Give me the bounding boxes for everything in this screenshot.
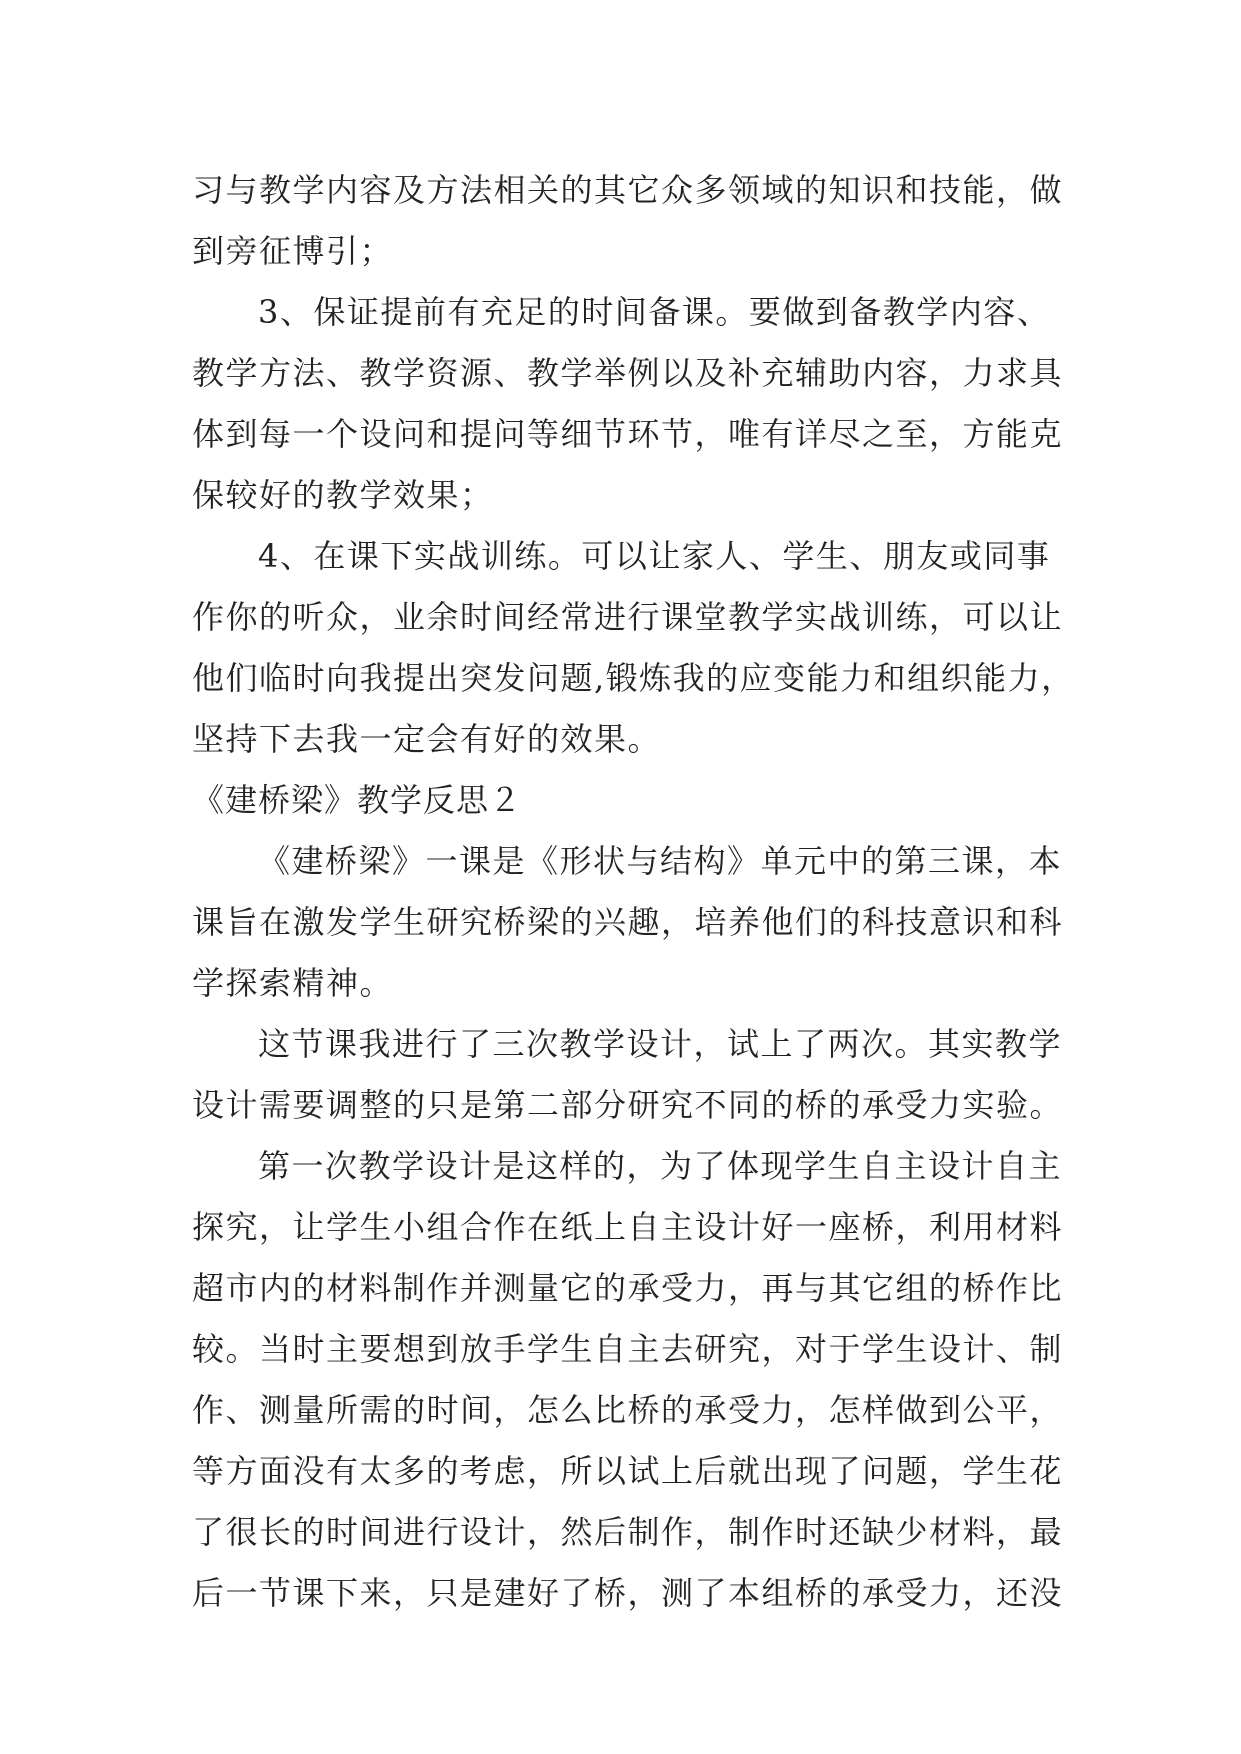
text-line: 等方面没有太多的考虑，所以试上后就出现了问题，学生花 <box>192 1452 1064 1490</box>
text-line: 坚持下去我一定会有好的效果。 <box>192 720 662 758</box>
text-line: 作你的听众，业余时间经常进行课堂教学实战训练，可以让 <box>192 598 1064 636</box>
text-line: 保较好的教学效果； <box>192 476 494 514</box>
text-line: 学探索精神。 <box>192 964 394 1002</box>
document-body <box>192 160 1075 1624</box>
text-line: 到旁征博引； <box>192 232 394 270</box>
text-line: 这节课我进行了三次教学设计，试上了两次。其实教学 <box>258 1025 1063 1063</box>
text-line: 《建桥梁》一课是《形状与结构》单元中的第三课，本 <box>258 842 1063 880</box>
text-line: 他们临时向我提出突发问题,锻炼我的应变能力和组织能力， <box>192 659 1075 697</box>
text-line: 较。当时主要想到放手学生自主去研究，对于学生设计、制 <box>192 1330 1064 1368</box>
text-line: 设计需要调整的只是第二部分研究不同的桥的承受力实验。 <box>192 1086 1064 1124</box>
text-line: 课旨在激发学生研究桥梁的兴趣，培养他们的科技意识和科 <box>192 903 1064 941</box>
text-line: 后一节课下来，只是建好了桥，测了本组桥的承受力，还没 <box>192 1574 1064 1612</box>
text-line: 作、测量所需的时间，怎么比桥的承受力，怎样做到公平， <box>192 1391 1064 1429</box>
text-line: 3、保证提前有充足的时间备课。要做到备教学内容、 <box>258 293 1051 331</box>
text-line: 体到每一个设问和提问等细节环节，唯有详尽之至，方能克 <box>192 415 1064 453</box>
text-line: 探究，让学生小组合作在纸上自主设计好一座桥，利用材料 <box>192 1208 1064 1246</box>
text-line: 习与教学内容及方法相关的其它众多领域的知识和技能，做 <box>192 171 1064 209</box>
section-heading: 《建桥梁》教学反思２ <box>192 781 523 819</box>
text-line: 了很长的时间进行设计，然后制作，制作时还缺少材料，最 <box>192 1513 1064 1551</box>
text-line: 第一次教学设计是这样的，为了体现学生自主设计自主 <box>258 1147 1063 1185</box>
text-line: 教学方法、教学资源、教学举例以及补充辅助内容，力求具 <box>192 354 1064 392</box>
text-line: 4、在课下实战训练。可以让家人、学生、朋友或同事 <box>258 537 1051 575</box>
text-line: 超市内的材料制作并测量它的承受力，再与其它组的桥作比 <box>192 1269 1064 1307</box>
